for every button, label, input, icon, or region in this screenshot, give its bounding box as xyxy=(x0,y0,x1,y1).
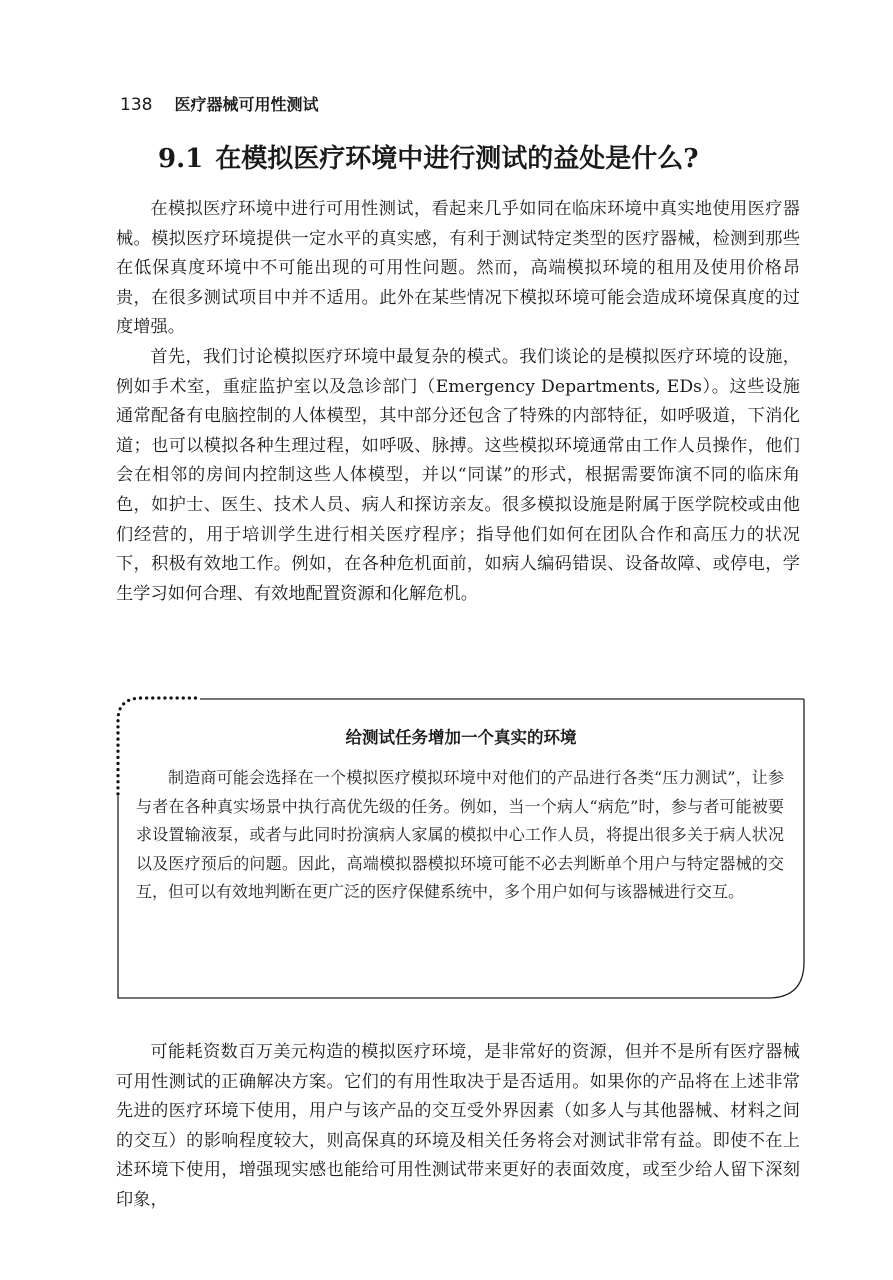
page-header xyxy=(120,92,318,115)
callout-body: 制造商可能会选择在一个模拟医疗模拟环境中对他们的产品进行各类“压力测试”，让参与者在各种真实场景中执行高优先级的任务。例如，当一个病人“病危”时，参与者可能被要求设置输液泵，或者与此同时扮演病人家属的模拟中心工作人员，将提出很多关于病人状况以及医疗预后的问题。因此，高端模拟器模拟环境可能不必去判断单个用户与特定器械的交互，但可以有效地判断在更广泛的医疗保健系统中，多个用户如何与该器械进行交互。 xyxy=(136,768,784,902)
callout-title: 给测试任务增加一个真实的环境 xyxy=(345,728,577,747)
section-heading: 在模拟医疗环境中进行测试的益处是什么? xyxy=(215,144,699,174)
callout-box xyxy=(116,694,806,1000)
page-number: 138 xyxy=(120,95,153,115)
paragraph: 首先，我们讨论模拟医疗环境中最复杂的模式。我们谈论的是模拟医疗环境的设施，例如手术室，重症监护室以及急诊部门（Emergency Departments, EDs）。这些设施通常配备有电脑控制的人体模型，其中部分还包含了特殊的内部特征，如呼吸道，下消化道；也可以模拟各种生理过程，如呼吸、脉搏。这些模拟环境通常由工作人员操作，他们会在相邻的房间内控制这些人体模型，并以“同谋”的形式，根据需要饰演不同的临床角色，如护士、医生、技术人员、病人和探访亲友。很多模拟设施是附属于医学院校或由他们经营的，用于培训学生进行相关医疗程序；指导他们如何在团队合作和高压力的状况下，积极有效地工作。例如，在各种危机面前，如病人编码错误、设备故障、或停电，学生学习如何合理、有效地配置资源和化解危机。 xyxy=(116,346,800,604)
section-number: 9.1 xyxy=(158,144,204,174)
book-title: 医疗器械可用性测试 xyxy=(174,95,319,114)
section-title xyxy=(158,138,698,175)
paragraph: 可能耗资数百万美元构造的模拟医疗环境，是非常好的资源，但并不是所有医疗器械可用性测试的正确解决方案。它们的有用性取决于是否适用。如果你的产品将在上述非常先进的医疗环境下使用，用户与该产品的交互受外界因素（如多人与其他器械、材料之间的交互）的影响程度较大，则高保真的环境及相关任务将会对测试非常有益。即使不在上述环境下使用，增强现实感也能给可用性测试带来更好的表面效度，或至少给人留下深刻印象， xyxy=(116,1042,800,1210)
closing-text xyxy=(116,1038,800,1216)
paragraph: 在模拟医疗环境中进行可用性测试，看起来几乎如同在临床环境中真实地使用医疗器械。模拟医疗环境提供一定水平的真实感，有利于测试特定类型的医疗器械，检测到那些在低保真度环境中不可能出现的可用性问题。然而，高端模拟环境的租用及使用价格昂贵，在很多测试项目中并不适用。此外在某些情况下模拟环境可能会造成环境保真度的过度增强。 xyxy=(116,199,800,338)
intro-text xyxy=(116,195,800,609)
